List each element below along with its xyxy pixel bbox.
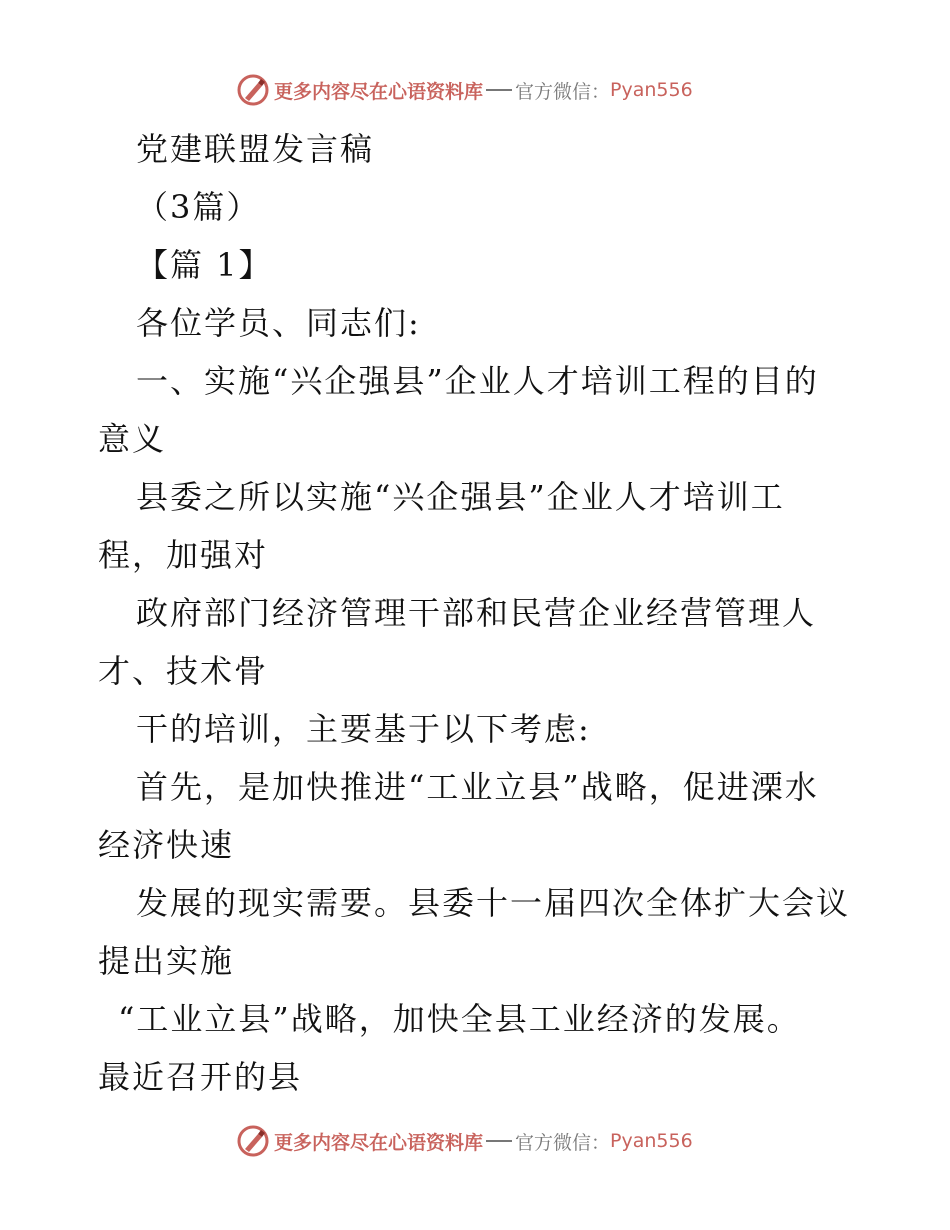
- document-body: [98, 120, 858, 1106]
- banner-account-id: Pyan556: [610, 79, 693, 101]
- text-line: （3篇）: [136, 188, 261, 226]
- text-line: 各位学员、同志们:: [136, 304, 421, 342]
- banner-brand-text: 更多内容尽在心语资料库: [274, 80, 484, 103]
- text-line: 发展的现实需要。县委十一届四次全体扩大会议: [136, 884, 851, 922]
- document-title: 党建联盟发言稿: [136, 130, 375, 168]
- footer-banner: [236, 1123, 693, 1159]
- text-line: 首先，是加快推进“工业立县”战略，促进溧水: [136, 768, 819, 806]
- pen-logo-icon: [236, 1124, 270, 1158]
- banner-account-id: Pyan556: [610, 1130, 693, 1152]
- text-line: “工业立县”战略，加快全县工业经济的发展。: [118, 1000, 801, 1038]
- text-line: 经济快速: [98, 826, 235, 864]
- text-line: 县委之所以实施“兴企强县”企业人才培训工: [136, 478, 785, 516]
- pen-logo-icon: [236, 73, 270, 107]
- text-line: 才、技术骨: [98, 652, 269, 690]
- banner-dash: [486, 1140, 512, 1142]
- banner-dash: [486, 89, 512, 91]
- text-line: 一、实施“兴企强县”企业人才培训工程的目的: [136, 362, 819, 400]
- text-line: 最近召开的县: [98, 1058, 303, 1096]
- text-line: 【篇 1】: [136, 246, 273, 284]
- text-line: 干的培训，主要基于以下考虑:: [136, 710, 591, 748]
- text-line: 政府部门经济管理干部和民营企业经营管理人: [136, 594, 817, 632]
- text-line: 程，加强对: [98, 536, 269, 574]
- banner-brand-text: 更多内容尽在心语资料库: [274, 1131, 484, 1154]
- header-banner: [236, 72, 693, 108]
- banner-wechat-label: 官方微信：: [515, 80, 611, 103]
- text-line: 意义: [98, 420, 167, 458]
- banner-wechat-label: 官方微信：: [515, 1131, 611, 1154]
- text-line: 提出实施: [98, 942, 235, 980]
